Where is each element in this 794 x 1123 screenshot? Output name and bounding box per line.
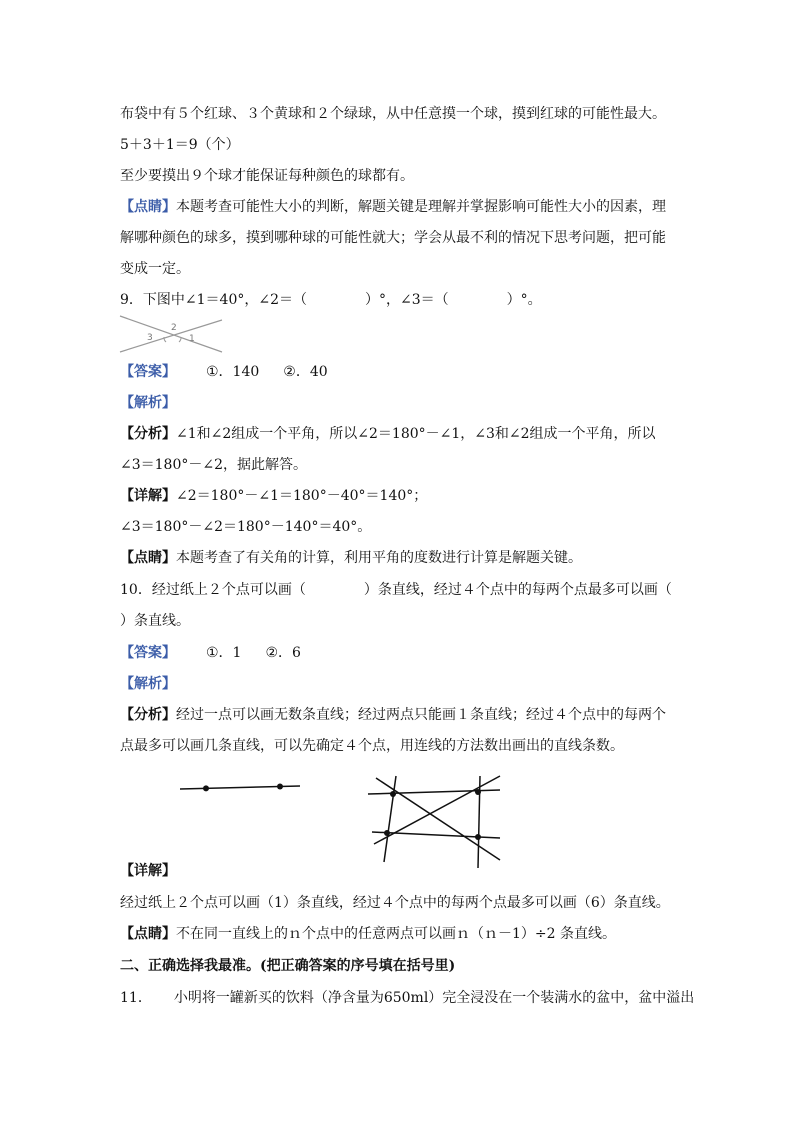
text-line: 点最多可以画几条直线，可以先确定４个点，用连线的方法数出画出的直线条数。	[120, 738, 624, 754]
point	[384, 830, 390, 836]
point	[203, 785, 209, 791]
answer-2: ②．40	[283, 364, 328, 380]
dianjing-paragraph	[120, 197, 666, 217]
text: 经过一点可以画无数条直线；经过两点只能画１条直线；经过４个点中的每两个	[176, 707, 666, 723]
text: ∠1和∠2组成一个平角，所以∠2＝180°－∠1，∠3和∠2组成一个平角，所以	[176, 426, 656, 442]
text: 本题考查了有关角的计算，利用平角的度数进行计算是解题关键。	[176, 550, 582, 566]
point	[475, 834, 481, 840]
line-diag-b	[374, 776, 500, 844]
answer-tag: 【答案】	[120, 645, 176, 661]
label-1: 1	[189, 334, 195, 344]
question-text: 经过纸上２个点可以画（	[151, 582, 306, 598]
text: 不在同一直线上的ｎ个点中的任意两点可以画ｎ（ｎ－1）÷2 条直线。	[176, 926, 616, 942]
answer-10	[120, 643, 301, 663]
text-line: ）条直线。	[120, 613, 190, 629]
text-line: ∠3＝180°－∠2，据此解答。	[120, 457, 307, 473]
answer-tag: 【答案】	[120, 364, 176, 380]
label-2: 2	[171, 323, 177, 333]
question-11	[120, 988, 694, 1008]
xiangjie-tag-line	[120, 861, 176, 881]
question-number: 9．	[120, 292, 143, 308]
jiexi-tag: 【解析】	[120, 395, 176, 411]
text-line: 布袋中有５个红球、３个黄球和２个绿球，从中任意摸一个球，摸到红球的可能性最大。	[120, 106, 666, 122]
question-9	[120, 290, 542, 310]
question-text: 下图中∠1＝40°，∠2＝（	[142, 292, 308, 308]
question-text: ）°，∠3＝（	[365, 292, 449, 308]
question-10	[120, 580, 672, 600]
dianjing-tag: 【点睛】	[120, 550, 176, 566]
angle-figure	[118, 314, 228, 356]
dianjing-tag: 【点睛】	[120, 926, 176, 942]
dianjing-paragraph	[120, 924, 616, 944]
fenxi-tag: 【分析】	[120, 707, 176, 723]
question-number: 10．	[120, 582, 152, 598]
two-points-figure	[178, 780, 304, 796]
section-heading: 二、正确选择我最准。(把正确答案的序号填在括号里)	[120, 958, 456, 974]
answer-2: ②．6	[265, 645, 301, 661]
fenxi-paragraph	[120, 424, 656, 444]
fenxi-tag: 【分析】	[120, 426, 176, 442]
answer-9	[120, 362, 328, 382]
jiexi-tag: 【解析】	[120, 676, 176, 692]
text-line: 变成一定。	[120, 261, 190, 277]
text-line: 解哪种颜色的球多，摸到哪种球的可能性就大；学会从最不利的情况下思考问题，把可能	[120, 230, 666, 246]
xiangjie-paragraph	[120, 486, 427, 506]
point	[390, 791, 396, 797]
text-line: 经过纸上２个点可以画（1）条直线，经过４个点中的每两个点最多可以画（6）条直线。	[120, 895, 670, 911]
label-3: 3	[147, 333, 153, 343]
dianjing-tag: 【点睛】	[120, 199, 176, 215]
text: 本题考查可能性大小的判断，解题关键是理解并掌握影响可能性大小的因素，理	[176, 199, 666, 215]
question-number: 11．	[120, 990, 152, 1006]
line-left	[384, 776, 396, 862]
text: ∠2＝180°－∠1＝180°－40°＝140°；	[176, 488, 428, 504]
question-text: ）°。	[506, 292, 542, 308]
text-line: ∠3＝180°－∠2＝180°－140°＝40°。	[120, 519, 372, 535]
four-points-figure	[364, 772, 514, 868]
question-text: 小明将一罐新买的饮料（净含量为650ml）完全浸没在一个装满水的盆中，盆中溢出	[173, 990, 695, 1006]
point	[475, 789, 481, 795]
question-text: ）条直线，经过４个点中的每两个点最多可以画（	[363, 582, 672, 598]
dianjing-paragraph	[120, 548, 582, 568]
text-line: 至少要摸出９个球才能保证每种颜色的球都有。	[120, 168, 414, 184]
text-line: 5＋3＋1＝9（个）	[120, 137, 240, 153]
point	[277, 784, 283, 790]
answer-1: ①．140	[206, 364, 260, 380]
xiangjie-tag: 【详解】	[120, 488, 176, 504]
xiangjie-tag: 【详解】	[120, 863, 176, 879]
answer-1: ①．1	[206, 645, 242, 661]
fenxi-paragraph	[120, 705, 666, 725]
